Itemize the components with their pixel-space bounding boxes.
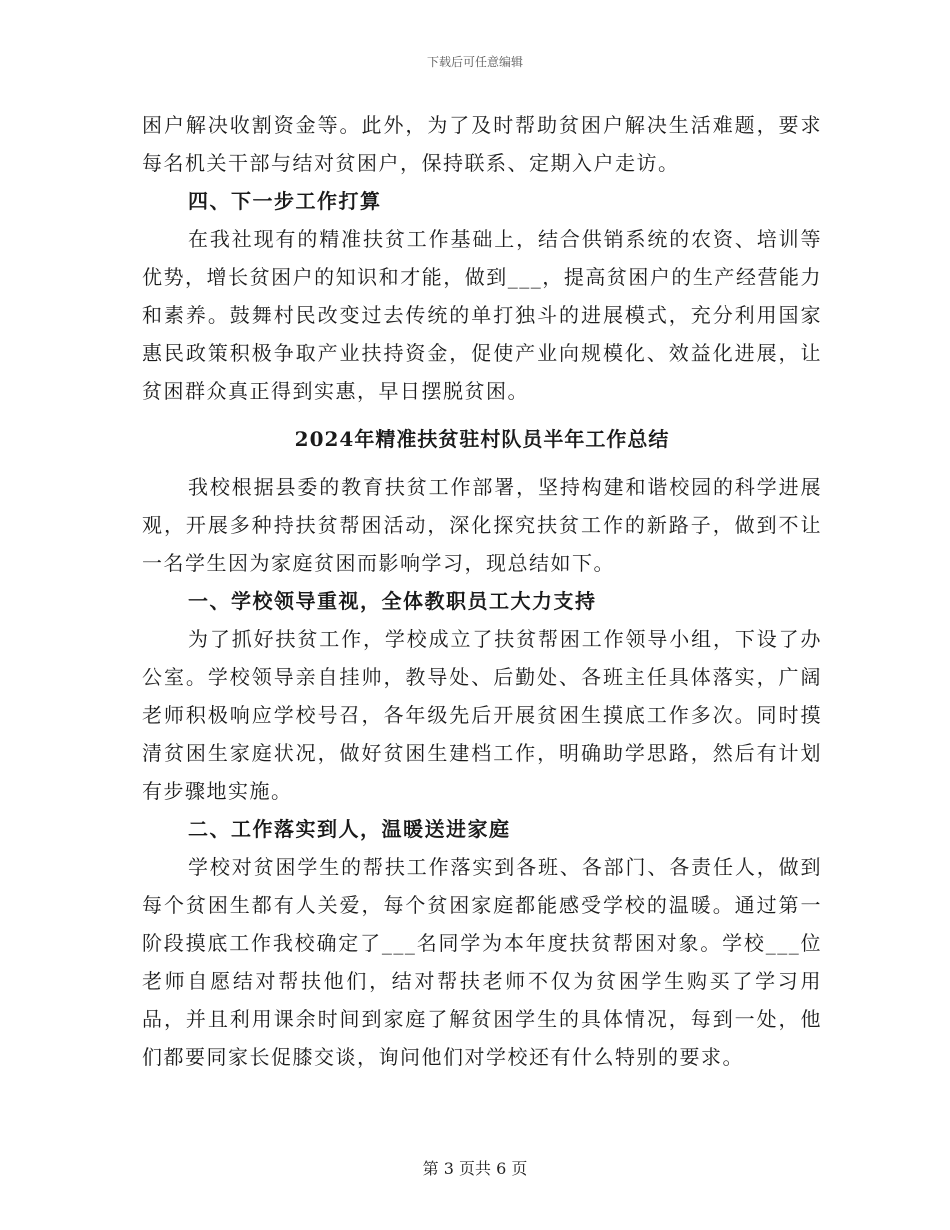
section-heading: 四、下一步工作打算: [188, 189, 382, 213]
section-heading: 二、工作落实到人，温暖送进家庭: [188, 817, 511, 841]
page-footer: 第 3 页共 6 页: [422, 1159, 528, 1178]
paragraph: 困户解决收割资金等。此外，为了及时帮助贫困户解决生活难题，要求每名机关干部与结对贫困户，保持联系、定期入户走访。: [142, 113, 822, 175]
paragraph: 我校根据县委的教育扶贫工作部署，坚持构建和谐校园的科学进展观，开展多种持扶贫帮困活动，深化探究扶贫工作的新路子，做到不让一名学生因为家庭贫困而影响学习，现总结如下。: [142, 475, 822, 575]
page-header: 下载后可任意编辑: [426, 55, 523, 69]
document-body: [142, 106, 822, 1076]
paragraph: 学校对贫困学生的帮扶工作落实到各班、各部门、各责任人，做到每个贫困生都有人关爱，每个贫困家庭都能感受学校的温暖。通过第一阶段摸底工作我校确定了___名同学为本年度扶贫帮困对象。学校___位老师自愿结对帮扶他们，结对帮扶老师不仅为贫困学生购买了学习用品，并且利用课余时间到家庭了解贫困学生的具体情况，每到一处，他们都要同家长促膝交谈，询问他们对学校还有什么特别的要求。: [142, 855, 822, 1069]
paragraph: 为了抓好扶贫工作，学校成立了扶贫帮困工作领导小组，下设了办公室。学校领导亲自挂帅，教导处、后勤处、各班主任具体落实，广阔老师积极响应学校号召，各年级先后开展贫困生摸底工作多次。同时摸清贫困生家庭状况，做好贫困生建档工作，明确助学思路，然后有计划有步骤地实施。: [142, 627, 822, 803]
section-heading: 一、学校领导重视，全体教职员工大力支持: [188, 589, 597, 613]
document-title: 2024年精准扶贫驻村队员半年工作总结: [294, 427, 670, 451]
paragraph: 在我社现有的精准扶贫工作基础上，结合供销系统的农资、培训等优势，增长贫困户的知识和才能，做到___，提高贫困户的生产经营能力和素养。鼓舞村民改变过去传统的单打独斗的进展模式，充分利用国家惠民政策积极争取产业扶持资金，促使产业向规模化、效益化进展，让贫困群众真正得到实惠，早日摆脱贫困。: [142, 227, 822, 403]
